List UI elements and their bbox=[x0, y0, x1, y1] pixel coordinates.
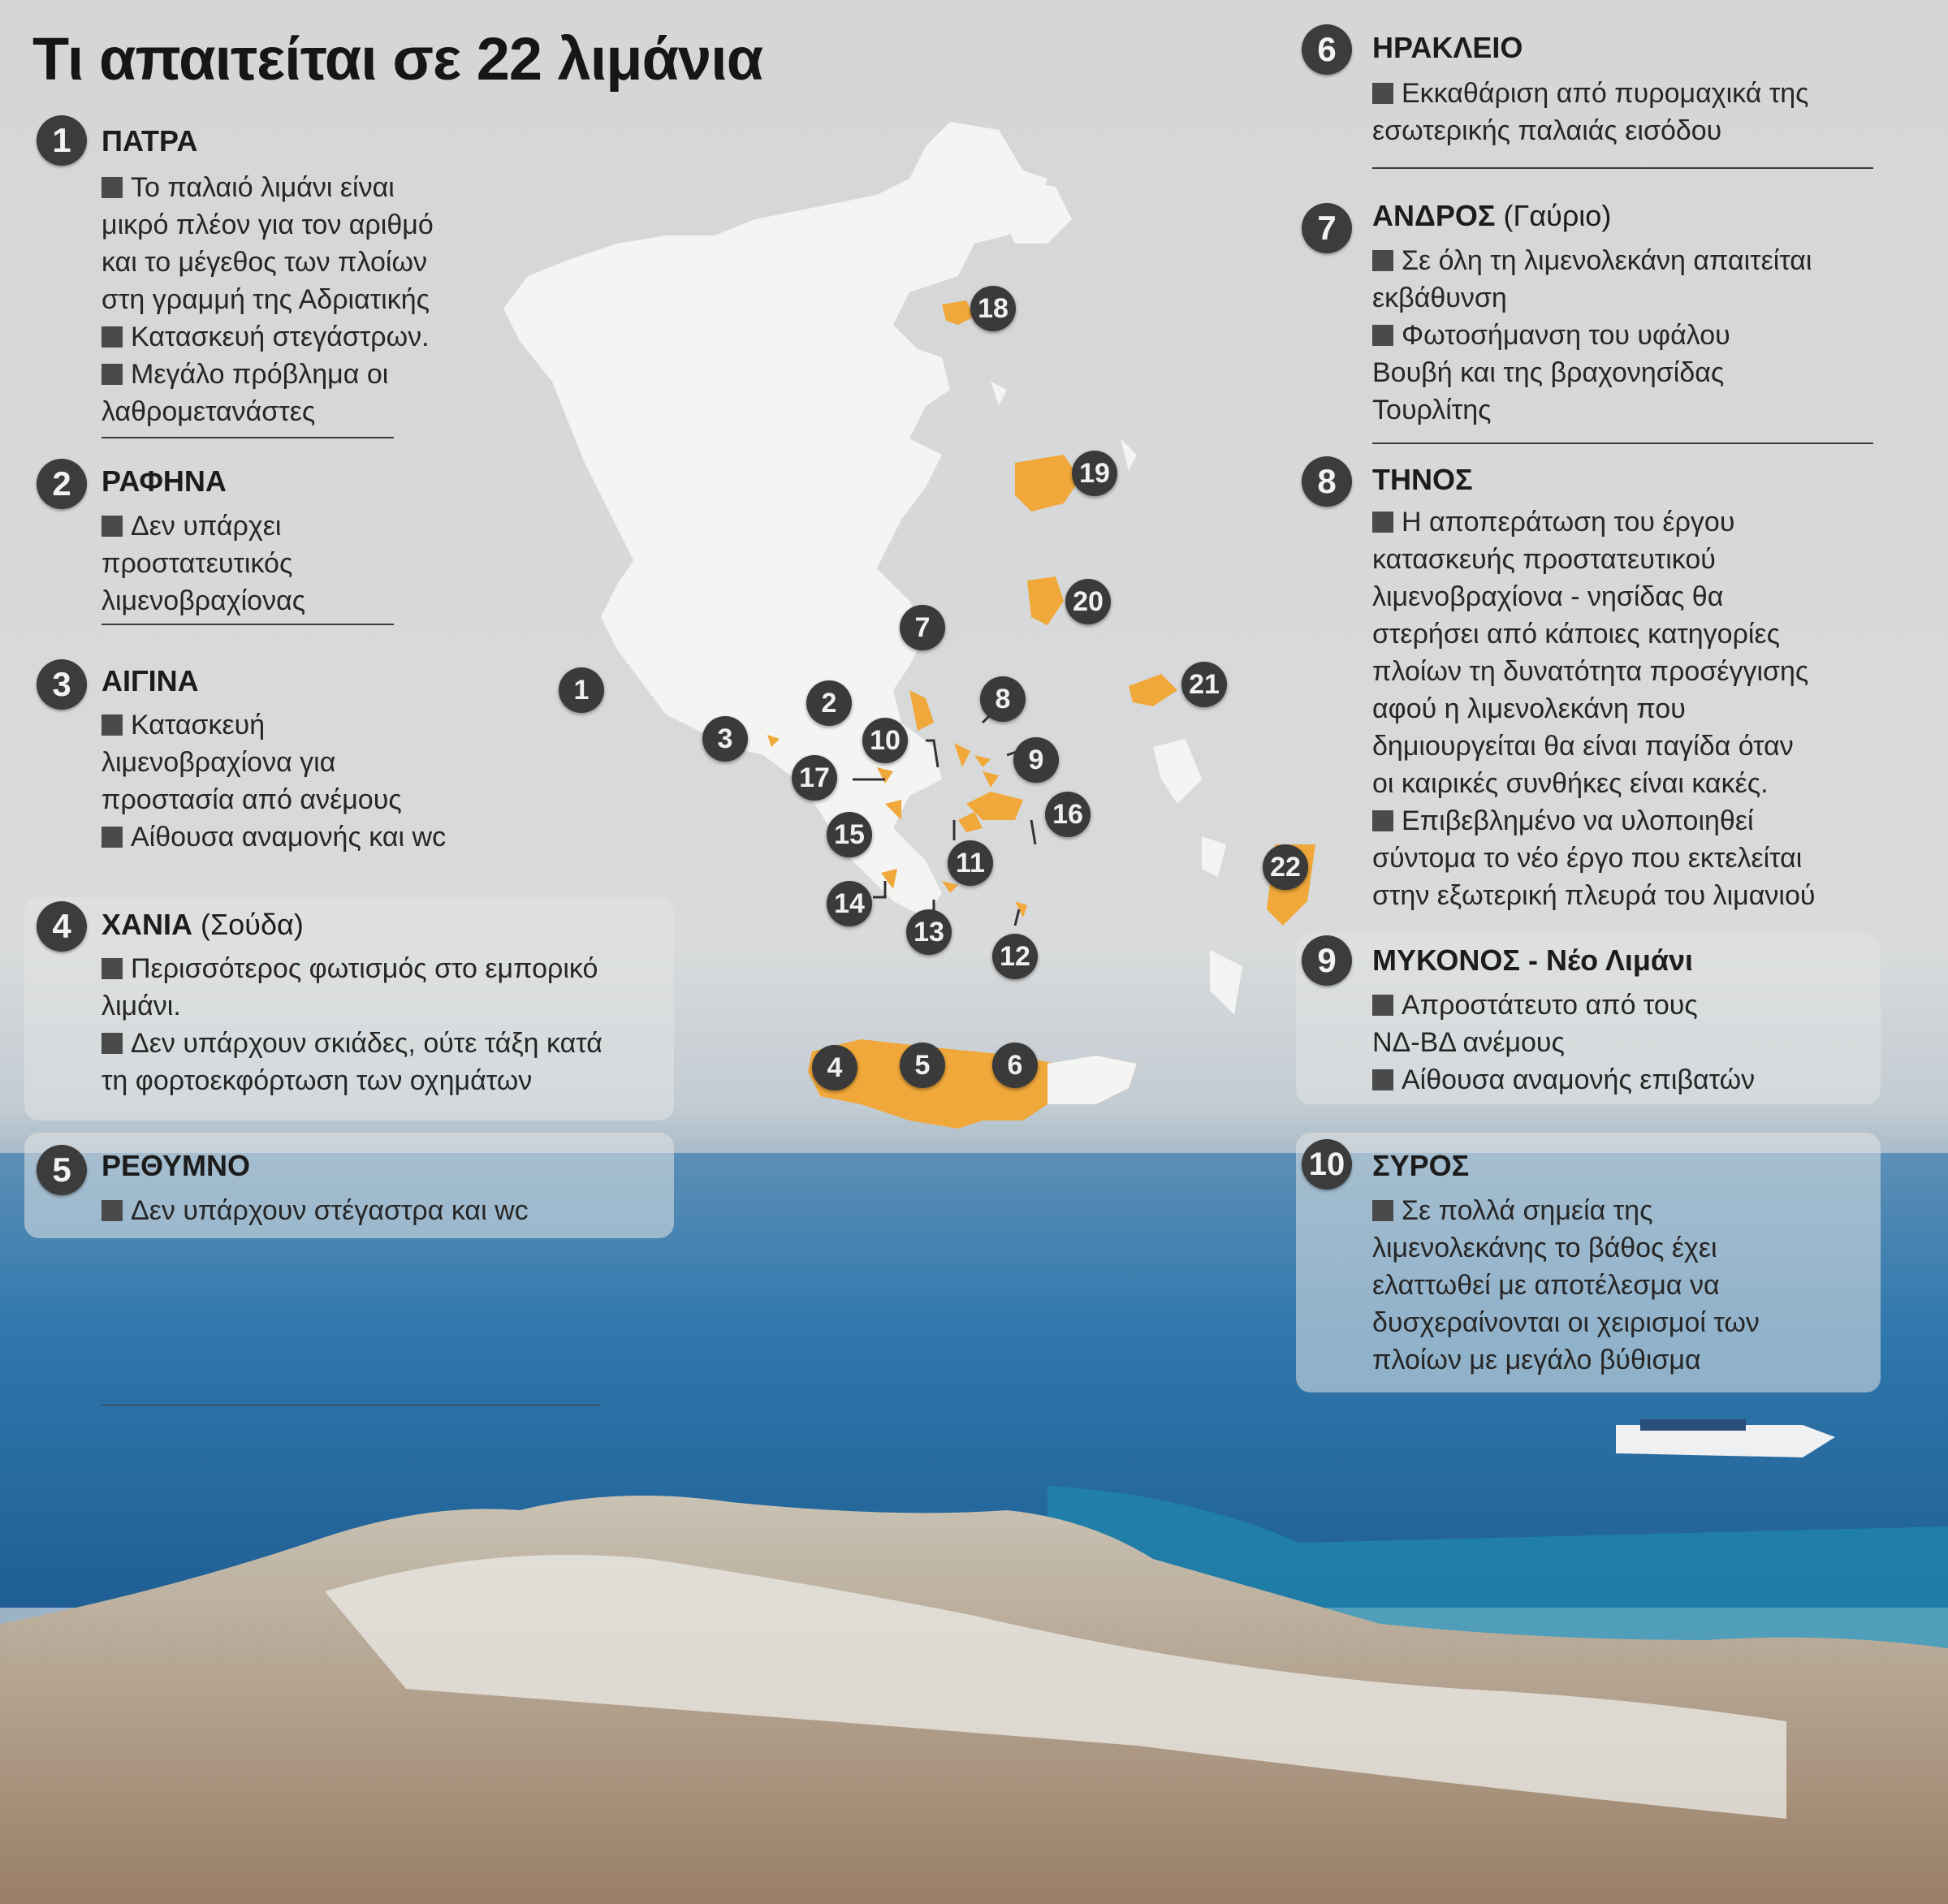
port-detail-line: κατασκευής προστατευτικού bbox=[1372, 544, 1716, 575]
port-detail-line: προστασία από ανέμους bbox=[102, 784, 402, 815]
bullet-square-icon bbox=[102, 177, 123, 198]
port-number-badge: 9 bbox=[1302, 935, 1352, 986]
port-name: ΑΝΔΡΟΣ (Γαύριο) bbox=[1372, 199, 1612, 232]
port-detail-line: δυσχεραίνονται οι χειρισμοί των bbox=[1372, 1307, 1760, 1338]
port-number-badge: 2 bbox=[37, 459, 87, 509]
port-detail-line: στη γραμμή της Αδριατικής bbox=[102, 284, 430, 315]
port-detail-line: Απροστάτευτο από τους bbox=[1372, 987, 1698, 1024]
map-marker-20: 20 bbox=[1065, 579, 1111, 624]
port-detail-line: Δεν υπάρχουν σκιάδες, ούτε τάξη κατά bbox=[102, 1025, 603, 1062]
map-marker-12: 12 bbox=[992, 934, 1038, 979]
map-marker-6: 6 bbox=[992, 1043, 1038, 1088]
port-number-badge: 6 bbox=[1302, 24, 1352, 75]
port-detail-line: λιμενοβραχίονας bbox=[102, 585, 306, 616]
port-detail-line: Αίθουσα αναμονής και wc bbox=[102, 818, 446, 856]
port-detail-line: Βουβή και της βραχονησίδας bbox=[1372, 357, 1725, 388]
map-marker-14: 14 bbox=[827, 881, 872, 926]
port-detail-line: Η αποπεράτωση του έργου bbox=[1372, 503, 1734, 541]
port-detail-line: αφού η λιμενολεκάνη που bbox=[1372, 693, 1686, 724]
port-detail-line: Μεγάλο πρόβλημα οι bbox=[102, 356, 388, 393]
port-number-badge: 3 bbox=[37, 659, 87, 710]
port-number-badge: 5 bbox=[37, 1145, 87, 1195]
port-detail-line: λιμενοβραχίονα για bbox=[102, 747, 336, 778]
port-name: ΡΕΘΥΜΝΟ bbox=[102, 1149, 251, 1182]
port-detail-line: Εκκαθάριση από πυρομαχικά της bbox=[1372, 75, 1809, 112]
port-number-badge: 4 bbox=[37, 901, 87, 952]
bullet-square-icon bbox=[102, 326, 123, 348]
port-number-badge: 7 bbox=[1302, 203, 1352, 253]
map-marker-16: 16 bbox=[1045, 792, 1091, 837]
bullet-square-icon bbox=[102, 1033, 123, 1054]
map-marker-7: 7 bbox=[900, 605, 945, 650]
port-number-badge: 10 bbox=[1302, 1139, 1352, 1189]
port-detail-line: Δεν υπάρχει bbox=[102, 507, 281, 545]
port-name: ΑΙΓΙΝΑ bbox=[102, 664, 199, 697]
port-detail-line: πλοίων με μεγάλο βύθισμα bbox=[1372, 1345, 1701, 1375]
port-detail-line: μικρό πλέον για τον αριθμό bbox=[102, 209, 434, 240]
divider bbox=[1372, 167, 1873, 169]
bullet-square-icon bbox=[102, 1200, 123, 1221]
port-detail-line: Σε όλη τη λιμενολεκάνη απαιτείται bbox=[1372, 242, 1812, 279]
port-detail-line: εσωτερικής παλαιάς εισόδου bbox=[1372, 115, 1722, 146]
map-marker-15: 15 bbox=[827, 812, 872, 857]
port-name: ΡΑΦΗΝΑ bbox=[102, 464, 227, 498]
port-detail-line: ΝΔ-ΒΔ ανέμους bbox=[1372, 1027, 1565, 1058]
map-marker-3: 3 bbox=[702, 716, 748, 762]
map-marker-17: 17 bbox=[792, 755, 837, 801]
map-marker-5: 5 bbox=[900, 1043, 945, 1088]
port-name: ΧΑΝΙΑ (Σούδα) bbox=[102, 908, 304, 941]
port-detail-line: προστατευτικός bbox=[102, 548, 293, 579]
bullet-square-icon bbox=[1372, 325, 1393, 346]
divider bbox=[1372, 443, 1873, 444]
map-marker-1: 1 bbox=[559, 667, 604, 713]
port-detail-line: εκβάθυνση bbox=[1372, 283, 1507, 313]
port-detail-line: Κατασκευή bbox=[102, 706, 265, 744]
port-name: ΣΥΡΟΣ bbox=[1372, 1149, 1470, 1182]
map-marker-22: 22 bbox=[1263, 844, 1308, 890]
port-detail-line: Περισσότερος φωτισμός στο εμπορικό bbox=[102, 950, 598, 987]
port-name: ΠΑΤΡΑ bbox=[102, 124, 198, 158]
port-detail-line: δημιουργείται θα είναι παγίδα όταν bbox=[1372, 731, 1794, 762]
port-detail-line: λιμενολεκάνης το βάθος έχει bbox=[1372, 1233, 1717, 1263]
divider bbox=[102, 624, 394, 625]
port-detail-line: λιμάνι. bbox=[102, 991, 181, 1021]
port-detail-line: Αίθουσα αναμονής επιβατών bbox=[1372, 1061, 1755, 1099]
port-detail-line: Επιβεβλημένο να υλοποιηθεί bbox=[1372, 802, 1754, 840]
port-number-badge: 8 bbox=[1302, 456, 1352, 507]
map-marker-21: 21 bbox=[1181, 662, 1227, 707]
port-detail-line: στην εξωτερική πλευρά του λιμανιού bbox=[1372, 880, 1816, 911]
bullet-square-icon bbox=[1372, 810, 1393, 831]
port-detail-line: πλοίων τη δυνατότητα προσέγγισης bbox=[1372, 656, 1809, 687]
port-detail-line: Κατασκευή στεγάστρων. bbox=[102, 318, 430, 356]
port-detail-line: λαθρομετανάστες bbox=[102, 396, 316, 427]
port-detail-line: σύντομα το νέο έργο που εκτελείται bbox=[1372, 843, 1803, 874]
page-title: Τι απαιτείται σε 22 λιμάνια bbox=[32, 25, 763, 93]
bullet-square-icon bbox=[1372, 1069, 1393, 1090]
port-detail-line: Σε πολλά σημεία της bbox=[1372, 1192, 1652, 1229]
bullet-square-icon bbox=[1372, 1200, 1393, 1221]
port-detail-line: λιμενοβραχίονα - νησίδας θα bbox=[1372, 581, 1724, 612]
map-marker-10: 10 bbox=[862, 718, 908, 763]
port-detail-line: Τουρλίτης bbox=[1372, 395, 1492, 425]
map-marker-4: 4 bbox=[812, 1045, 857, 1090]
port-detail-line: Δεν υπάρχουν στέγαστρα και wc bbox=[102, 1192, 529, 1229]
bullet-square-icon bbox=[1372, 512, 1393, 533]
map-marker-13: 13 bbox=[906, 909, 952, 955]
bullet-square-icon bbox=[1372, 83, 1393, 104]
map-marker-9: 9 bbox=[1013, 737, 1059, 783]
port-number-badge: 1 bbox=[37, 115, 87, 166]
port-name: ΗΡΑΚΛΕΙΟ bbox=[1372, 31, 1523, 64]
bullet-square-icon bbox=[102, 715, 123, 736]
bullet-square-icon bbox=[102, 958, 123, 979]
bullet-square-icon bbox=[1372, 995, 1393, 1016]
port-name: ΤΗΝΟΣ bbox=[1372, 463, 1473, 496]
port-detail-line: στερήσει από κάποιες κατηγορίες bbox=[1372, 619, 1781, 650]
map-marker-8: 8 bbox=[980, 676, 1026, 722]
map-marker-11: 11 bbox=[948, 840, 993, 886]
map-marker-2: 2 bbox=[806, 680, 852, 726]
port-detail-line: ελαττωθεί με αποτέλεσμα να bbox=[1372, 1270, 1720, 1301]
port-detail-line: οι καιρικές συνθήκες είναι κακές. bbox=[1372, 768, 1769, 799]
map-marker-19: 19 bbox=[1072, 451, 1117, 496]
port-detail-line: τη φορτοεκφόρτωση των οχημάτων bbox=[102, 1065, 533, 1096]
port-detail-line: Το παλαιό λιμάνι είναι bbox=[102, 169, 395, 206]
bullet-square-icon bbox=[102, 364, 123, 385]
map-marker-18: 18 bbox=[970, 286, 1016, 331]
bullet-square-icon bbox=[102, 516, 123, 537]
port-detail-line: Φωτοσήμανση του υφάλου bbox=[1372, 317, 1730, 354]
port-detail-line: και το μέγεθος των πλοίων bbox=[102, 247, 427, 278]
divider bbox=[102, 437, 394, 438]
port-name: ΜΥΚΟΝΟΣ - Νέο Λιμάνι bbox=[1372, 943, 1694, 977]
bullet-square-icon bbox=[102, 827, 123, 848]
bullet-square-icon bbox=[1372, 250, 1393, 271]
